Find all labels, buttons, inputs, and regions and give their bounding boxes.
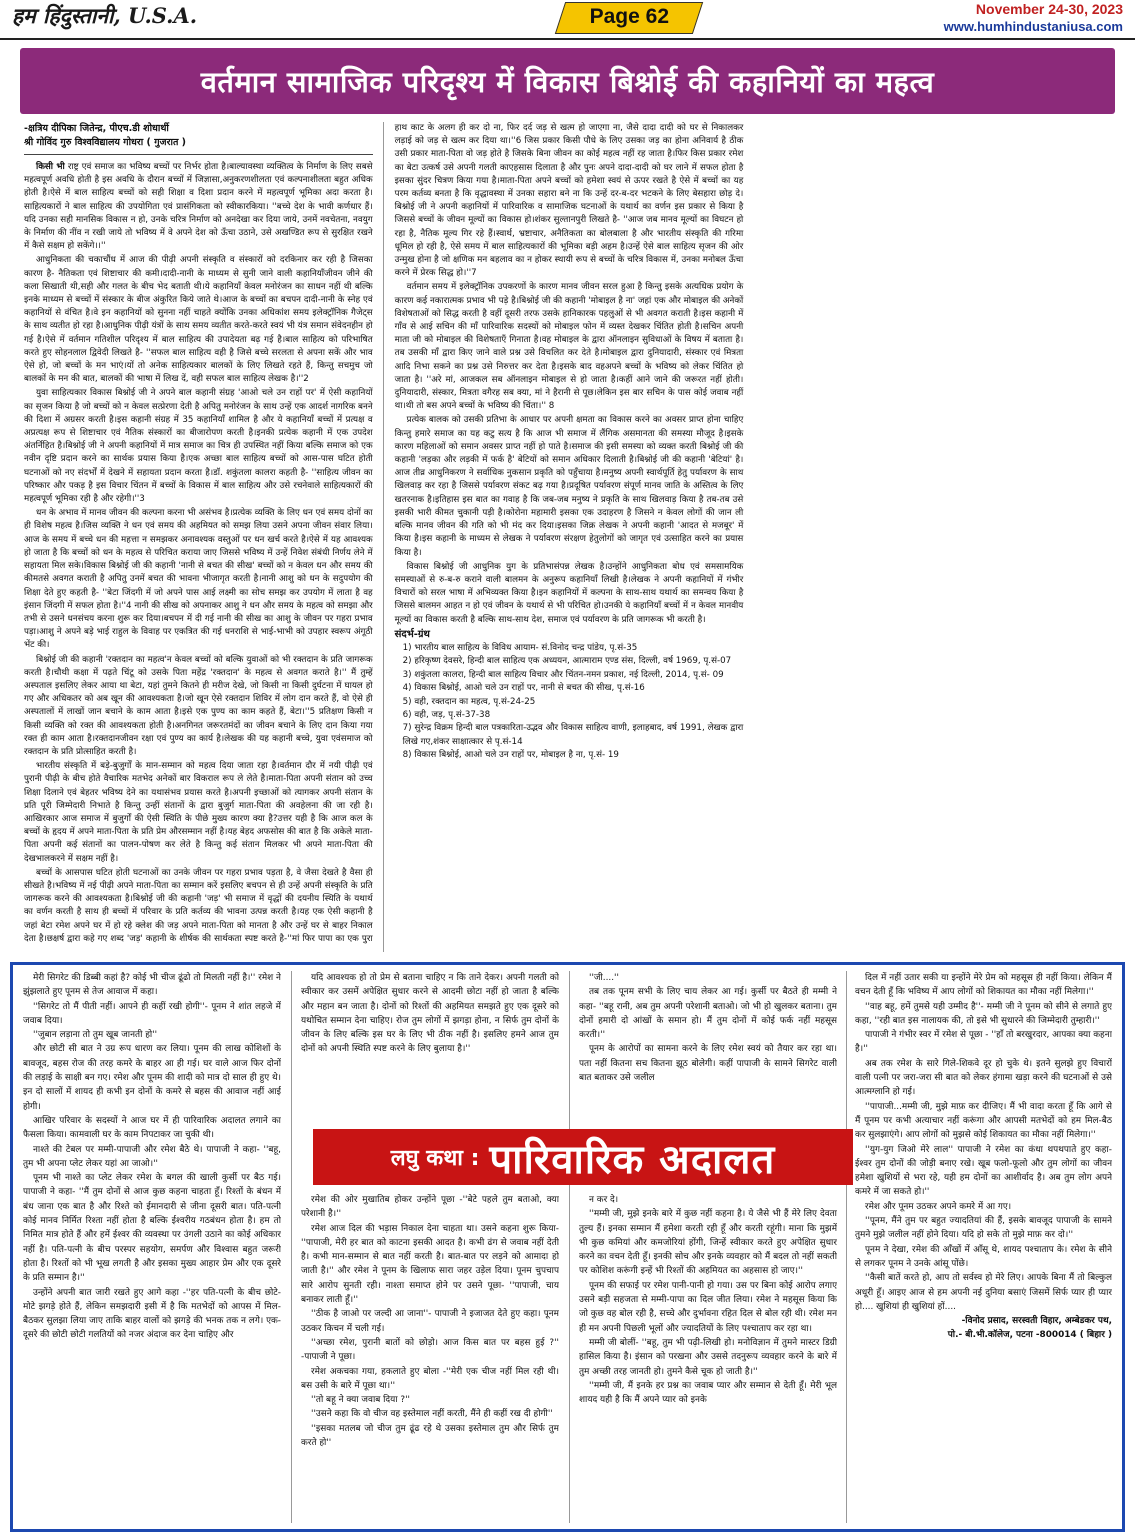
story-paragraph: ''पूनम, मैंने तुम पर बहुत ज्यादतियां की हैं, इसके बावजूद पापाजी के सामने तुमने मुझे जलील नहीं होने दिया। यदि हो सके तो मुझे माफ़ कर दो।'' xyxy=(855,1216,1112,1241)
story-paragraph: यदि आवश्यक हो तो प्रेम से बताना चाहिए न कि ताने देकर। अपनी गलती को स्वीकार कर उसमें अपेक्षित सुधार करने से आदमी छोटा नहीं हो जाता है बल्कि और महान बन जाता है। दोनों को रिश्तों की अहमियत समझते हुए एक दूसरे को यथोचित सम्मान देना चाहिए। रोज तुम लोगों में झगड़ा होना, न सिर्फ तुम दोनों के जीवन के लिए बल्कि इस घर के लिए भी ठीक नहीं है। इसलिए हमने आज तुम दोनों को अपनी स्थिति स्पष्ट करने के लिए बुलाया है।'' xyxy=(301,973,559,1055)
story-paragraph: ''ठीक है जाओ पर जल्दी आ जाना''- पापाजी ने इजाजत देते हुए कहा। पूनम उठकर किचन में चली गई। xyxy=(301,1309,559,1334)
byline-author: -क्षत्रिय दीपिका जितेन्द्र, पीएच.डी शोधार्थी xyxy=(24,123,169,134)
website-url[interactable]: www.humhindustaniusa.com xyxy=(943,19,1123,34)
story-paragraph: ''जी....'' xyxy=(589,973,619,983)
story-column-1 xyxy=(23,971,281,1523)
paper-title: हम हिंदुस्तानी, U.S.A. xyxy=(12,3,198,28)
article-paragraph: बिश्नोई जी की कहानी 'रक्तदान का महत्व'न केवल बच्चों को बल्कि युवाओं को भी रक्तदान के प्रति जागरूक करती है।चौथी कक्षा में पढ़ते चिंटू को उसके पिता महेंद्र 'रक्तदान' के महत्व से अवगत कराते है।'' मैं तुम्हें अस्पताल इसलिए लेकर आया था बेटा, यहां तुमने कितने ही मरीज देखे, जो किसी ना किसी दुर्घटना में घायल हो गए और अधिकतर को अब खून की आवश्यकता है।जो खून ऐसे रक्तदान शिविर में लोग दान करते हैं, वो ऐसे ही अस्पतालों में लाखों जान बचाने के काम आता है।इसे एक पुण्य का काम कहते हैं, बेटा।''5 प्रतिक्षण किसी न किसी व्यक्ति को रक्त की आवश्यकता होती है।अनगिनत जरूरतमंदों का जीवन बचाने के लिए दान किया गया रक्त ही काम आता है।रक्तदानजीवन रक्षा एवं पुण्य का कार्य है।लेखक की यह कहानी बच्चे, युवा एवंसमाज को रक्तदान के प्रति प्रोत्साहित करती है। xyxy=(24,654,373,757)
column-rule xyxy=(569,971,570,1523)
reference-item: 7) सुरेन्द्र विक्रम हिन्दी बाल पत्रकारिता-उद्भव और विकास साहित्य वाणी, इलाहबाद, वर्ष 1991, लेखक द्वारा लिखे गए,शंकर साक्षात्कार से पृ.सं-14 xyxy=(402,723,744,747)
story-paragraph: ''पापाजी...मम्मी जी, मुझे माफ़ कर दीजिए। मैं भी वादा करता हूँ कि आगे से मैं पूनम पर कभी अत्याचार नहीं करूंगा और आपसी मतभेदों को हम मिल-बैठ कर सुलझाएंगे। आप लोगों को मुझसे कोई शिकायत का मौका नहीं मिलेगा।'' xyxy=(855,1101,1112,1141)
story-paragraph: मेरी सिगरेट की डिब्बी कहां है? कोई भी चीज ढूंढो तो मिलती नहीं है।'' रमेश ने झुंझलाते हुए पूनम से तेज आवाज में कहा। xyxy=(23,973,281,998)
story-title-banner xyxy=(313,1129,853,1185)
references xyxy=(395,628,744,763)
story-paragraph: और छोटी सी बात ने उग्र रूप धारण कर लिया। पूनम की लाख कोशिशों के बावजूद, बहस रोज की तरह कमरे के बाहर आ ही गई। घर वाले आज फिर दोनों की लड़ाई के साक्षी बन गए। रमेश और पूनम की शादी को मात्र दो साल ही हुए थे। इन दो सालों में शायद ही कभी इन दोनों के कमरे से बहस की आवाज नहीं आई होगी। xyxy=(23,1044,281,1112)
reference-item: 1) भारतीय बाल साहित्य के विविध आयाम- सं.विनोद चन्द्र पांडेय, पृ.सं-35 xyxy=(402,642,638,653)
story-paragraph: दिल में नहीं उतार सकी या इन्होंने मेरे प्रेम को महसूस ही नहीं किया। लेकिन मैं वचन देती हूँ कि भविष्य में आप लोगों को शिकायत का मौका नहीं मिलेगा।'' xyxy=(855,973,1112,998)
story-paragraph: ''जुबान लड़ाना तो तुम खूब जानती हो'' xyxy=(33,1030,158,1041)
story-paragraph: ''मम्मी जी, मुझे इनके बारे में कुछ नहीं कहना है। ये जैसे भी हैं मेरे लिए देवता तुल्य हैं। इनका सम्मान मैं हमेशा करती रही हूँ और करती रहूंगी। माना कि मुझमें भी कुछ कमियां और कमजोरियां होंगी, जिन्हें स्वीकार करते हुए अपेक्षित सुधार करने का वचन देती हूँ। इनकी सोच और इनके व्यवहार को मैं बदल तो नहीं सकती पर कोशिश करूंगी इन्हें भी रिश्तों की अहमियत का अहसास हो जाए।'' xyxy=(579,1209,837,1277)
headline-banner xyxy=(20,48,1115,114)
story-column-2-top xyxy=(301,971,559,1121)
article-paragraph: धन के अभाव में मानव जीवन की कल्पना करना भी असंभव है।प्रत्येक व्यक्ति के लिए धन एवं समय दोनों का ही विशेष महत्व है।जिस व्यक्ति ने धन एवं समय की अहमियत को समझ लिया उसने अपना जीवन संवार लिया।आज के समय में बच्चे धन की महत्ता न समझकर अनावश्यक वस्तुओं पर धन खर्च करते है।ऐसे में यह आवश्यक हो जाता है कि बच्चों को धन के महत्व से परिचित कराया जाए जिससे भविष्य में उन्हें निवेश संबंधी निर्णय लेने में सहायता मिल सके।विकास बिश्नोई जी की कहानी 'नानी से बचत की सीख' बच्चों को न केवल धन और समय की कीमतसे अवगत कराती है अपितु उनमें बचत की भावना भीजागृत करती है।नानी आशु को धन के सदुपयोग की शिक्षा देते हुए कहती है- ''बेटा जिंदगी में जो अपने पास आई लक्ष्मी का सोच समझ कर उपयोग में लाता है वह इंसान जिंदगी में सफल होता है।''4 नानी की सीख को अपनाकर आशु ने धन और समय के महत्व को समझा और तभी से उसने धनसंचय करना शुरू कर दिया।बचपन में दी गई नानी की सीख का आशु के जीवन पर गहरा प्रभाव पड़ा।आशु ने अपने बड़े भाई राहुल के विवाह पर एकत्रित की गई धनराशि से भाई-भाभी को उपहार स्वरूप अंगूठी भेंट की। xyxy=(24,508,373,651)
reference-item: 8) विकास बिश्नोई, आओ चले उन राहों पर, मोबाइल है ना, पृ.सं- 19 xyxy=(402,750,619,761)
story-paragraph: ''सिगरेट तो मैं पीती नहीं। आपने ही कहीं रखी होगी''- पूनम ने शांत लहजे में जवाब दिया। xyxy=(23,1001,281,1026)
byline xyxy=(24,122,373,155)
story-paragraph: ''कैसी बातें करते हो, आप तो सर्वस्व हो मेरे लिए। आपके बिना मैं तो बिल्कुल अधूरी हूँ। आइए आज से हम अपनी नई दुनिया बसाएं जिसमें सिर्फ प्यार ही प्यार हो.... खुशियां ही खुशियां हों.... xyxy=(855,1273,1112,1312)
reference-item: 3) शकुंतला कालरा, हिन्दी बाल साहित्य विचार और चिंतन-नमन प्रकाश, नई दिल्ली, 2014, पृ.सं- 09 xyxy=(402,669,724,680)
story-label: लघु कथा : xyxy=(390,1146,480,1171)
article-paragraph: प्रत्येक बालक को उसकी प्रतिभा के आधार पर अपनी क्षमता का विकास करने का अवसर प्राप्त होना चाहिए किन्तु हमारे समाज का यह कटु सत्य है कि आज भी समाज में लैंगिक असमानता की समस्या मौजूद है।इसके कारण महिलाओं को समान अवसर प्राप्त नहीं हो पाते है।समाज की इसी समस्या को व्यक्त करती बिश्नोई जी की कहानी 'लड़का और लड़की में फर्क है' बेटियों को समान अधिकार दिलाती है।बिश्नोई जी की कहानी 'बेटियां' है।आज तीव्र आधुनिकरण ने सर्वाधिक नुकसान प्रकृति को पहुँचाया है।मनुष्य अपनी स्वार्थपूर्ति हेतु पर्यावरण के साथ खिलवाड़ कर रहा है जिससे पर्यावरण संकट बढ़ गया है।प्रदूषित पर्यावरण संपूर्ण मानव जाति के अस्तित्व के लिए खतरनाक है।इतिहास इस बात का गवाह है कि जब-जब मनुष्य ने प्रकृति के साथ खिलवाड़ किया है तब-तब उसे इसकी भारी कीमत चुकानी पड़ी है।कोरोना महामारी इसका एक उदाहरण है जिसने न केवल लोगों की जान ली बल्कि मानव जीवन की गति को भी मंद कर दिया।इसका जिक्र लेखक ने अपनी कहानी 'आदत से मजबूर' में किया है।इस कहानी के माध्यम से लेखक ने पर्यावरण संरक्षण हेतुलोगों को जागृत एवं उत्साहित करने का प्रयास किया है। xyxy=(394,415,744,558)
story-paragraph: ''अच्छा रमेश, पुरानी बातों को छोड़ो। आज किस बात पर बहस हुई ?'' -पापाजी ने पूछा। xyxy=(301,1337,559,1363)
article-paragraph: भारतीय संस्कृति में बड़े-बुजुर्गों के मान-सम्मान को महत्व दिया जाता रहा है।वर्तमान दौर में नयी पीढ़ी एवं पुरानी पीढ़ी के बीच होते वैचारिक मतभेद अनेकों बार विकराल रूप ले लेते है।माता-पिता अपनी संतान को उच्च शिक्षा दिलाने एवं बेहतर भविष्य देने का यथासंभव प्रयास करते है।अपनी इच्छाओं को त्यागकर अपनी संतान के प्रति पूरी जिम्मेदारी निभाते है किन्तु उन्हीं संतानों के द्वारा बुजुर्ग माता-पिता की अवहेलना की जा रही है।आखिरकार आज समाज में बुजुर्गों की ऐसी स्थिति के पीछे मुख्य कारण क्या है?उत्तर यही है कि आज कल के बच्चों के हृदय में अपने माता-पिता के प्रति प्रेम औरसम्मान नहीं है।यह बेहद अफसोस की बात है कि अकेले माता-पिता अपनी कई संतानों का पालन-पोषण कर लेते है किन्तु कई संतान मिलकर भी अपने माता-पिता की देखभालकरने में सक्षम नहीं है। xyxy=(24,761,373,864)
article-paragraph: किसी भी राष्ट्र एवं समाज का भविष्य बच्चों पर निर्भर होता है।बाल्यावस्था व्यक्तित्व के निर्माण के लिए सबसे महत्वपूर्ण अवधि होती है इस अवधि के दौरान बच्चों में जिज्ञासा,अनुकरणशीलता एवं कल्पनाशीलता बहुत अधिक होती है।ऐसे में बाल साहित्य बच्चों को सही शिक्षा व दिशा प्रदान करने में महत्वपूर्ण भूमिका अदा करता है।साहित्यकारों ने बाल साहित्य की उपयोगिता एवं प्रासंगिकता को स्वीकारकिया। ''बच्चे देश के भावी कर्णधार हैं।यदि उनका सही मानसिक विकास न हो, उनके चरित्र निर्माण को अनदेखा कर दिया जाये, उनमें नवचेतना, नवयुग के निर्माण की नींव न रखी जाये तो भविष्य में वे अपने देश को ऊँचा उठाने, उसे अखण्डित रूप से सुरक्षित रखने में कैसे सक्षम हो सकेंगे।।'' xyxy=(24,162,373,252)
references-title: संदर्भ-ग्रंथ xyxy=(394,628,430,640)
story-paragraph: रमेश आज दिल की भड़ास निकाल देना चाहता था। उसने कहना शुरू किया-''पापाजी, मेरी हर बात को काटना इसकी आदत है। कभी ढंग से जवाब नहीं देती है। कभी मान-सम्मान से बात नहीं करती है। बात-बात पर लड़ने को आमादा हो जाती है।'' और रमेश ने पूनम के खिलाफ सारा जहर उड़ेल दिया। पूनम चुपचाप सारे आरोप सुनती रही। नाश्ता समाप्त होने पर उसने पूछा- ''पापाजी, चाय बनाकर लाती हूँ।'' xyxy=(301,1223,559,1306)
reference-item: 5) वही, रक्तदान का महत्व, पृ.सं-24-25 xyxy=(402,696,536,707)
story-paragraph: रमेश और पूनम उठकर अपने कमरे में आ गए। xyxy=(865,1201,1012,1212)
article-paragraph: विकास बिश्नोई जी आधुनिक युग के प्रतिभासंपन्न लेखक है।उन्होंने आधुनिकता बोध एवं समसामयिक समस्याओं से रु-ब-रु कराने वाली बालमन के अनुरूप कहानियाँ लिखी है।लेखक ने अपनी कहानियों में गंभीर विचारों को सरल भाषा में अभिव्यक्त किया है।इन कहानियों में कल्पना के साथ-साथ यथार्थ का समन्वय किया है जिससे बालमन आहत न हो एवं जीवन के यथार्थ से भी परिचित हो।उनकी ये कहानियाँ बच्चों में न केवल मानवीय मूल्यों का विकास करती है बल्कि साथ-साथ देश, समाज एवं पर्यावरण के प्रति जागरूक भी करती है। xyxy=(394,561,744,625)
issue-date: November 24-30, 2023 xyxy=(975,1,1123,17)
story-column-4 xyxy=(855,971,1112,1523)
column-rule xyxy=(291,971,292,1523)
page-number-badge xyxy=(555,2,703,34)
article-paragraph: आधुनिकता की चकाचौंध में आज की पीढ़ी अपनी संस्कृति व संस्कारों को दरकिनार कर रही है जिसका कारण है- नैतिकता एवं शिष्टाचार की कमी।दादी-नानी के माध्यम से सुनी जाने वाली कहानियाँजीवन जीने की कला सिखाती थी,सही और गलत के बीच भेद बताती थी।ये कहानियाँ केवल मनोरंजन का साधन नहीं थी बल्कि इनके माध्यम से बच्चों में संस्कार के बीज अंकुरित किये जाते थे।आज के बच्चों का बचपन दादी-नानी के स्नेह एवं कहानियों से वंचित है।वे इन कहानियों को सुनना नहीं चाहते क्योंकि उनका अधिकांश समय इलेक्ट्रॉनिक गैजेट्स के साथ व्यतीत हो रहा है।आधुनिक पीढ़ी यंत्रों के साथ समय व्यतीत करते-करते स्वयं भी यंत्र समान संवेदनहीन हो गई है।ऐसे में वर्तमान गतिशील परिदृश्य में बाल साहित्य की उपादेयता बढ़ गई है।बाल साहित्य को परिभाषित करते हुए सोहनलाल द्विवेदी लिखते है- ''सफल बाल साहित्य वही है जिसे बच्चे सरलता से अपना सकें और भाव ऐसे हो, जो बच्चों के मन भाएं।यों तो अनेक साहित्यकार बालकों के लिए लिखते रहते हैं, किन्तु सचमुच जो बालकों के मन की बात, बालकों की भाषा में लिख दें, वही सफल बाल साहित्य लेखक है।''2 xyxy=(24,255,373,385)
story-paragraph: न कर दे। xyxy=(589,1195,619,1205)
reference-item: 2) हरिकृष्ण देवसरे, हिन्दी बाल साहित्य एक अध्ययन, आत्माराम एण्ड संस, दिल्ली, वर्ष 1969, पृ.सं-07 xyxy=(402,656,732,667)
article-body xyxy=(24,122,1114,952)
article-paragraph: वर्तमान समय में इलेक्ट्रॉनिक उपकरणों के कारण मानव जीवन सरल हुआ है किन्तु इसके अत्यधिक प्रयोग के कारण कई नकारात्मक प्रभाव भी पड़े है।बिश्नोई जी की कहानी 'मोबाइल है ना' जहां एक और मोबाइल की अनेकों विशेषताओं को सिद्ध करती है वहीं दूसरी तरफ उसके हानिकारक पहलुओं से भी अवगत कराती है।इस कहानी में गाँव से आई सचिन की माँ पारिवारिक सदस्यों को मोबाइल फोन में व्यस्त देखकर चिंतित होती है।सचिन अपनी माता जी को मोबाइल की विशेषताएँ गिनाता है।वह मोबाइल के द्वारा ऑनलाइन सुविधाओं के विषय में बताता है।तब उसकी माँ द्वारा किए जाने वाले प्रश्न उसे विचलित कर देते है।मोबाइल द्वारा दुनियादारी, संस्कार एवं मित्रता आदि निभा सकने का प्रश्न उसे निरुत्तर कर देता है।इसके बाद वहअपने बच्चों के भविष्य को लेकर चिंतित हो जाता है। ''अरे मां, आजकल सब ऑनलाइन मोबाइल से हो जाता है।कहीं आने जाने की जरूरत नहीं होती।दुनियादारी, संस्कार, मित्रता वगैरह सब क्या, मां ने हैरानी से पूछ।लेकिन इस बार सचिन के पास कोई जवाब नहीं था।थी तो बस अपने बच्चों के भविष्य की चिंता।'' 8 xyxy=(394,282,744,412)
byline-affiliation: श्री गोविंद गुरु विश्वविद्यालय गोधरा ( गुजरात ) xyxy=(24,137,187,148)
story-column-3-bottom xyxy=(579,1193,837,1523)
story-paragraph: ''वाह बहू, हमें तुमसे यही उम्मीद है''- मम्मी जी ने पूनम को सीने से लगाते हुए कहा, ''रही बात इस नालायक की, तो इसे भी सुधारने की जिम्मेदारी तुम्हारी।'' xyxy=(855,1001,1112,1026)
headline: वर्तमान सामाजिक परिदृश्य में विकास बिश्नोई की कहानियों का महत्व xyxy=(200,64,935,99)
story-paragraph: पूनम की सफाई पर रमेश पानी-पानी हो गया। उस पर बिना कोई आरोप लगाए उसने बड़ी सहजता से मम्मी-पापा का दिल जीत लिया। रमेश ने महसूस किया कि जो कुछ वह बोल रही है, सच्चे और दुर्भावना रहित दिल से बोल रही थी। रमेश मन ही मन अपनी पिछली भूलों और ज्यादतियों के लिए पश्चाताप कर रहा था। xyxy=(579,1280,837,1334)
story-paragraph: मम्मी जी बोलीं- ''बहू, तुम भी पढ़ी-लिखी हो। मनोविज्ञान में तुमने मास्टर डिग्री हासिल किया है। इंसान को परखना और उससे तदनुरूप व्यवहार करने के बारे में तुम अच्छी तरह जानती हो। तुमने कैसे चूक हो जाती है।'' xyxy=(579,1337,837,1377)
story-paragraph: ''उसने कहा कि वो चीज वह इस्तेमाल नहीं करती, मैंने ही कहीं रख दी होगी'' xyxy=(311,1409,553,1420)
story-title: पारिवारिक अदालत xyxy=(489,1136,776,1183)
story-paragraph: पूनम के आरोपों का सामना करने के लिए रमेश स्वयं को तैयार कर रहा था। पता नहीं कितना सच कितना झूठ बोलेगी। कहीं पापाजी के सामने सिगरेट वाली बात बताकर उसे जलील xyxy=(579,1044,837,1084)
page-number: Page 62 xyxy=(589,5,670,28)
story-paragraph: ''मम्मी जी, मैं इनके हर प्रश्न का जवाब प्यार और सम्मान से देती हूँ। मेरी भूल शायद यही है कि मैं अपने प्यार को इनके xyxy=(579,1380,837,1406)
story-column-3-top xyxy=(579,971,837,1121)
short-story-box xyxy=(10,962,1125,1532)
story-paragraph: आखिर परिवार के सदस्यों ने आज घर में ही पारिवारिक अदालत लगाने का फैसला किया। कामवाली घर के काम निपटाकर जा चुकी थी। xyxy=(23,1115,281,1141)
reference-item: 6) वही, जड़, पृ.सं-37-38 xyxy=(402,709,491,720)
story-paragraph: ''युग-युग जिओ मेरे लाल'' पापाजी ने रमेश का कंधा थपथपाते हुए कहा- ईश्वर तुम दोनों की जोड़ी बनाए रखे। खूब फलो-फूलो और तुम लोगों का जीवन हमेशा खुशियों से भरा रहे, यही हम दोनों का आशीर्वाद है। अब तुम लोग अपने कमरे में जा सकते हो।'' xyxy=(855,1144,1112,1198)
lead-in: किसी भी xyxy=(36,162,65,172)
column-rule xyxy=(846,971,847,1523)
story-paragraph: पूनम भी नाश्ते का प्लेट लेकर रमेश के बगल की खाली कुर्सी पर बैठ गई। पापाजी ने कहा- ''मैं तुम दोनों से आज कुछ कहना चाहता हूँ। रिश्तों के बंधन में बंध जाना एक बात है और रिश्ते को ईमानदारी से जीना दूसरी बात। पति-पत्नी कोई मानव निर्मित रिश्ता नहीं होता है बल्कि ईश्वरीय गठबंधन होता है। हम तो निमित मात्र होते हैं और हमें ईश्वर की व्यवस्था पर उंगली उठाने का कोई अधिकार नहीं है। पति-पत्नी के बीच परस्पर सहयोग, समर्पण और विश्वास बहुत जरूरी होता है। रिश्तों को भी भूख लगती है और इसका मुख्य आहार प्रेम और एक दूसरे के प्रति सम्मान है।'' xyxy=(23,1173,281,1284)
story-paragraph: अब तक रमेश के सारे गिले-शिकवे दूर हो चुके थे। इतने सुलझे हुए विचारों वाली पत्नी पर जरा-जरा सी बात को लेकर हंगामा खड़ा करने की घटनाओं से उसे आत्मग्लानि हो गई। xyxy=(855,1058,1112,1098)
story-paragraph: ''इसका मतलब जो चीज तुम ढूंढ रहे थे उसका इस्तेमाल तुम और सिर्फ तुम करते हो'' xyxy=(301,1423,559,1449)
masthead xyxy=(0,0,1135,40)
reference-item: 4) विकास बिश्नोई, आओ चले उन राहों पर, नानी से बचत की सीख, पृ.सं-16 xyxy=(402,683,645,694)
story-author-address: पो.- बी.भी.कॉलेज, पटना -800014 ( बिहार ) xyxy=(947,1330,1112,1341)
article-paragraph: युवा साहित्यकार विकास बिश्नोई जी ने अपने बाल कहानी संग्रह 'आओ चले उन राहों पर' में ऐसी कहानियों का सृजन किया है जो बच्चों को न केवल सत्प्रेरणा देती है अपितु मनोरंजन के साथ उन्हें एक आदर्श नागरिक बनने की दिशा में अग्रसर करती है।इस कहानी संग्रह में 35 कहानियाँ शामिल है और ये कहानियाँ बच्चों में प्रत्यक्ष व अप्रत्यक्ष रूप से शिष्टाचार एवं नैतिक संस्कारों का बीजारोपण करती है।इनकी प्रत्येक कहानी में एक उपदेश अंतर्निहित है।बिश्नोई जी ने अपनी कहानियों में मात्र समाज का चित्र ही उपस्थित नहीं किया बल्कि समाज को एक नवीन दृष्टि प्रदान करने का सार्थक प्रयास किया है।एक अच्छा बाल साहित्य बच्चों को आस-पास घटित होती घटनाओं को नए संदर्भों में देखने में सहायता प्रदान करता है।डॉ. शकुंतला कालरा कहती है- ''साहित्य जीवन का परिष्कार और पकड़ है इस विचार चिंतन में बच्चों के विकास में बाल साहित्य और उसे रचनेवाले साहित्यकारों की महत्वपूर्ण भूमिका रही है और रहेगी।''3 xyxy=(24,388,373,505)
story-paragraph: तब तक पूनम सभी के लिए चाय लेकर आ गई। कुर्सी पर बैठते ही मम्मी ने कहा- ''बहू रानी, अब तुम अपनी परेशानी बताओ। जो भी हो खुलकर बताना। तुम दोनों हमारी दो आंखों के समान हो। मैं तुम दोनों में कोई फर्क नहीं महसूस करती।'' xyxy=(579,987,837,1041)
story-paragraph: उन्होंने अपनी बात जारी रखते हुए आगे कहा -''हर पति-पत्नी के बीच छोटे-मोटे झगड़े होते हैं, लेकिन समझदारी इसी में है कि मतभेदों को आपस में मिल-बैठकर सुलझा लिया जाए ताकि बाहर वालों को झगड़े की भनक तक न लगे। एक-दूसरे की छोटी छोटी गलतियों को नजर अंदाज कर देना चाहिए और xyxy=(23,1287,281,1341)
story-column-2-bottom xyxy=(301,1193,559,1523)
story-paragraph: रमेश की ओर मुखातिब होकर उन्होंने पूछा -''बेटे पहले तुम बताओ, क्या परेशानी है।'' xyxy=(301,1195,559,1220)
article-paragraph: बच्चों के आसपास घटित होती घटनाओं का उनके जीवन पर गहरा प्रभाव पड़ता है, वे जैसा देखते है वैसा ही सीखते है।भविष्य में नई पीढ़ी अपने माता-पिता का सम्मान करें इसलिए बचपन से ही उन्हें अपनी संस्कृति के प्रति जागरूक करने की आवश्यकता है।बिश्नोई जी की कहानी 'जड़' भी समाज में वृद्धों की दयनीय स्थिति के यथार्थ का वर्णन करती है साथ ही बच्चों में परिवार के प्रति कर्तव्य की भावना उत्पन्न करती है।यह एक ऐसी कहानी है जहां बेटा रमेश अपने घर में हो रहे क्लेश की जड़ अपने माता-पिता को मानता है और उन्हें घर से बाहर निकाल देता है।छक्षर्ष द्वारा कहे गए शब्द 'जड़' कहानी के शीर्षक की सार्थकता स्पष्ट करते है-''मां फिर पापा का एक पुरा हाथ काट के अलग ही कर दो ना, फिर दर्द जड़ से खत्म हो जाएगा ना, जैसे दादा दादी को घर से निकालकर लड़ाई को जड़ से खत्म कर दिया था।''6 जिस प्रकार किसी पौधे के लिए उसका जड़ का होना अनिवार्य है ठीक उसी प्रकार माता-पिता वो जड़ होते है जिसके बिना जीवन का कोई महत्व नहीं रह जाता है।फिर किस प्रकार रमेश का बेटा उत्कर्ष उसे अपनी गलती काएहसास दिलाता है और पुनः अपने दादा-दादी को घर लाने में सफल होता है इसका सुंदर चित्रण किया गया है।माता-पिता अपने बच्चों को हमेशा स्वयं से ऊपर रखते है ऐसे में बच्चों का यह परम कर्तव्य बनता है कि वृद्धावस्था में उनका सहारा बने ना कि उन्हें दर-ब-दर भटकने के लिए बेसहारा छोड़ दे।बिश्नोई जी ने अपनी कहानियों में पारिवारिक व सामाजिक घटनाओं के यथार्थ का वर्णन इस प्रकार से किया है जिससे बच्चों के जीवन मूल्यों का विकास हो।शंकर सुल्तानपुरी लिखते है- ''आज जब मानव मूल्यों का विघटन हो रहा है, नैतिक मूल्य गिर रहे हैं।स्वार्थ, भ्रष्टाचार, अनैतिकता का बोलबाला है और भारतीय संस्कृति की गरिमा धूमिल हो रही है, ऐसे समय में बाल साहित्यकारों की भूमिका बड़ी अहम है।उन्हें ऐसे बाल साहित्य सृजन की ओर उन्मुख होना है जो क्षणिक मन बहलाव का न होकर स्थायी रूप से बच्चों के चरित्र विकास में, उनका मनोबल ऊँचा करने में प्रेरक सिद्ध हो।''7 xyxy=(24,123,744,944)
story-paragraph: ''तो बहू ने क्या जवाब दिया ?'' xyxy=(311,1395,410,1406)
story-author: -विनोद प्रसाद, सरस्वती विहार, अम्बेडकर पथ, xyxy=(961,1316,1112,1327)
story-paragraph: रमेश अकचका गया, हकलाते हुए बोला -''मेरी एक चीज नहीं मिल रही थी। बस उसी के बारे में पूछा था।'' xyxy=(301,1366,559,1391)
story-paragraph: नाश्ते की टेबल पर मम्मी-पापाजी और रमेश बैठे थे। पापाजी ने कहा- ''बहू, तुम भी अपना प्लेट लेकर यहां आ जाओ।'' xyxy=(23,1144,281,1169)
story-paragraph: पूनम ने देखा, रमेश की आँखों में आँसू थे, शायद पश्चाताप के। रमेश के सीने से लगकर पूनम ने उनके आंसू पोंछे। xyxy=(855,1244,1112,1269)
story-paragraph: पापाजी ने गंभीर स्वर में रमेश से पूछा - ''हाँ तो बरखुरदार, आपका क्या कहना है।'' xyxy=(855,1030,1112,1055)
